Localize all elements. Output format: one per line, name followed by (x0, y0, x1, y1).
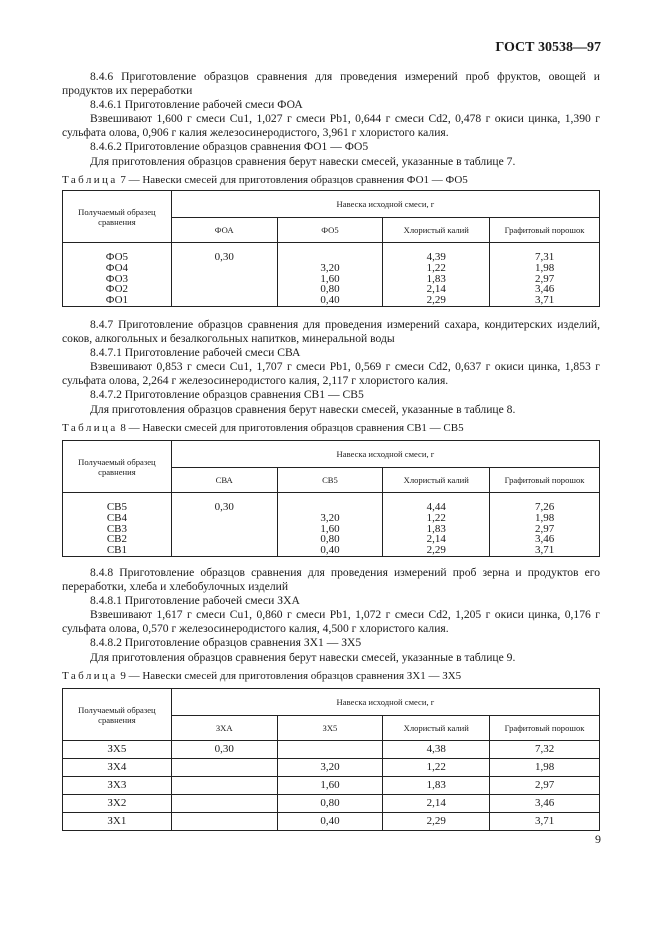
table-cell: 7,31 (490, 243, 600, 263)
table-cell: 0,40 (277, 545, 383, 556)
paragraph: 8.4.7.2 Приготовление образцов сравнения СВ1 — СВ5 (90, 388, 364, 402)
table-cell: 3,46 (490, 795, 600, 813)
table-column-header: ЗХА (171, 716, 277, 741)
table-row-label: ЗХ2 (63, 795, 172, 813)
table-cell: 1,22 (383, 759, 490, 777)
table-row-label: ФО5 (63, 243, 172, 263)
table-column-header: ФО5 (277, 218, 383, 243)
table-cell (171, 524, 277, 535)
paragraph: Взвешивают 1,600 г смеси Cu1, 1,027 г смеси Pb1, 0,644 г смеси Cd2, 0,478 г окиси цинка, 1,390 г сульфата олова, 0,906 г калия железосинеродистого, 3,961 г хлористого калия. (62, 112, 600, 140)
table-cell: 1,22 (383, 263, 490, 274)
table-cell: 3,46 (490, 284, 600, 295)
table-cell (277, 741, 383, 759)
table-cell: 0,80 (277, 795, 383, 813)
table-column-header: Хлористый калий (383, 468, 490, 493)
table-cell: 2,29 (383, 545, 490, 556)
table-cell: 1,60 (277, 524, 383, 535)
table-header-row-label: Получаемый образец сравнения (63, 689, 172, 741)
table-header-group: Навеска исходной смеси, г (171, 441, 599, 468)
table-row (63, 545, 600, 556)
table-cell: 2,14 (383, 534, 490, 545)
paragraph: Для приготовления образцов сравнения берут навески смесей, указанные в таблице 9. (90, 650, 516, 664)
table-cell: 7,32 (490, 741, 600, 759)
table-row-label: СВ3 (63, 524, 172, 535)
paragraph: 8.4.8.1 Приготовление рабочей смеси ЗХА (90, 594, 300, 608)
table-cell: 3,20 (277, 263, 383, 274)
table-row-label: ЗХ4 (63, 759, 172, 777)
table-cell: 2,97 (490, 524, 600, 535)
table-cell (171, 795, 277, 813)
paragraph: Для приготовления образцов сравнения берут навески смесей, указанные в таблице 8. (90, 402, 516, 416)
table-row-label: ЗХ3 (63, 777, 172, 795)
table-8-caption: Таблица 8 — Навески смесей для приготовления образцов сравнения СВ1 — СВ5 (62, 422, 464, 434)
paragraph: 8.4.6 Приготовление образцов сравнения для проведения измерений проб фруктов, овощей и продуктов их переработки (62, 70, 600, 98)
table-column-header: ЗХ5 (277, 716, 383, 741)
table-cell (171, 295, 277, 306)
table-row-label: СВ5 (63, 493, 172, 513)
table-header-group: Навеска исходной смеси, г (171, 689, 599, 716)
table-cell: 1,98 (490, 513, 600, 524)
table-row (63, 813, 600, 831)
table-row (63, 741, 600, 759)
table-cell: 0,30 (171, 493, 277, 513)
table-cell (171, 263, 277, 274)
table-row-label: ФО4 (63, 263, 172, 274)
table-row-label: ЗХ1 (63, 813, 172, 831)
table-column-header: СВ5 (277, 468, 383, 493)
table-row (63, 493, 600, 513)
table-cell: 1,60 (277, 777, 383, 795)
table-cell: 3,71 (490, 545, 600, 556)
table-cell: 7,26 (490, 493, 600, 513)
table-header-group: Навеска исходной смеси, г (171, 191, 599, 218)
table-row-label: СВ1 (63, 545, 172, 556)
paragraph: 8.4.8.2 Приготовление образцов сравнения ЗХ1 — ЗХ5 (90, 636, 362, 650)
table-cell: 4,39 (383, 243, 490, 263)
table-column-header: Хлористый калий (383, 218, 490, 243)
table-cell: 0,40 (277, 295, 383, 306)
table-9-caption: Таблица 9 — Навески смесей для приготовления образцов сравнения ЗХ1 — ЗХ5 (62, 670, 462, 682)
table-cell (277, 493, 383, 513)
table-cell (171, 777, 277, 795)
table-cell: 4,38 (383, 741, 490, 759)
table-cell: 2,97 (490, 274, 600, 285)
paragraph: 8.4.6.1 Приготовление рабочей смеси ФОА (90, 98, 303, 112)
table-cell (171, 545, 277, 556)
table-cell: 3,20 (277, 513, 383, 524)
paragraph: 8.4.8 Приготовление образцов сравнения для проведения измерений проб зерна и продуктов его переработки, хлеба и хлебобулочных изделий (62, 566, 600, 594)
table-column-header: ФОА (171, 218, 277, 243)
table-header-row-label: Получаемый образец сравнения (63, 191, 172, 243)
table-cell: 1,98 (490, 759, 600, 777)
table-7 (62, 190, 600, 307)
table-column-header: СВА (171, 468, 277, 493)
table-cell: 3,71 (490, 813, 600, 831)
section-8-4-7 (62, 318, 600, 417)
table-cell (171, 759, 277, 777)
table-cell: 2,97 (490, 777, 600, 795)
table-cell: 3,46 (490, 534, 600, 545)
table-column-header: Графитовый порошок (490, 218, 600, 243)
table-cell (277, 243, 383, 263)
table-row-label: ЗХ5 (63, 741, 172, 759)
table-cell (171, 284, 277, 295)
table-cell (171, 534, 277, 545)
table-cell: 1,22 (383, 513, 490, 524)
table-cell: 1,83 (383, 777, 490, 795)
table-cell: 0,40 (277, 813, 383, 831)
table-8 (62, 440, 600, 557)
page-number: 9 (595, 832, 601, 846)
document-header: ГОСТ 30538—97 (495, 40, 601, 55)
table-cell: 4,44 (383, 493, 490, 513)
paragraph: Взвешивают 1,617 г смеси Cu1, 0,860 г смеси Pb1, 1,072 г смеси Cd2, 1,205 г окиси цинка, 0,176 г сульфата олова, 0,570 г железосинеродистого калия, 4,500 г хлористого калия. (62, 608, 600, 636)
table-row (63, 263, 600, 274)
table-cell: 0,30 (171, 243, 277, 263)
table-row-label: СВ2 (63, 534, 172, 545)
paragraph: Взвешивают 0,853 г смеси Cu1, 1,707 г смеси Pb1, 0,569 г смеси Cd2, 0,637 г окиси цинка, 1,853 г сульфата олова, 2,264 г железосинеродистого калия, 2,117 г хлористого калия. (62, 360, 600, 388)
table-row (63, 295, 600, 306)
table-cell: 1,83 (383, 524, 490, 535)
table-row-label: СВ4 (63, 513, 172, 524)
table-cell: 3,71 (490, 295, 600, 306)
table-row-label: ФО1 (63, 295, 172, 306)
table-cell (171, 513, 277, 524)
table-cell: 3,20 (277, 759, 383, 777)
table-7-caption: Таблица 7 — Навески смесей для приготовления образцов сравнения ФО1 — ФО5 (62, 174, 468, 186)
table-cell: 1,98 (490, 263, 600, 274)
table-row (63, 759, 600, 777)
paragraph: 8.4.7.1 Приготовление рабочей смеси СВА (90, 346, 301, 360)
table-column-header: Графитовый порошок (490, 716, 600, 741)
table-row (63, 243, 600, 263)
table-cell (171, 813, 277, 831)
table-column-header: Графитовый порошок (490, 468, 600, 493)
table-cell: 1,83 (383, 274, 490, 285)
table-row (63, 795, 600, 813)
table-header-row-label: Получаемый образец сравнения (63, 441, 172, 493)
table-cell: 0,80 (277, 284, 383, 295)
table-cell: 0,80 (277, 534, 383, 545)
table-cell: 2,29 (383, 295, 490, 306)
table-cell (171, 274, 277, 285)
table-cell: 1,60 (277, 274, 383, 285)
table-cell: 2,14 (383, 284, 490, 295)
table-9 (62, 688, 600, 831)
table-row (63, 513, 600, 524)
section-8-4-6 (62, 70, 600, 169)
table-row-label: ФО2 (63, 284, 172, 295)
paragraph: Для приготовления образцов сравнения берут навески смесей, указанные в таблице 7. (90, 154, 516, 168)
table-row (63, 777, 600, 795)
paragraph: 8.4.7 Приготовление образцов сравнения для проведения измерений сахара, кондитерских изделий, соков, алкогольных и безалкогольных напитков, минеральной воды (62, 318, 600, 346)
table-cell: 2,29 (383, 813, 490, 831)
paragraph: 8.4.6.2 Приготовление образцов сравнения ФО1 — ФО5 (90, 140, 369, 154)
section-8-4-8 (62, 566, 600, 665)
table-row-label: ФО3 (63, 274, 172, 285)
table-cell: 0,30 (171, 741, 277, 759)
table-cell: 2,14 (383, 795, 490, 813)
table-column-header: Хлористый калий (383, 716, 490, 741)
